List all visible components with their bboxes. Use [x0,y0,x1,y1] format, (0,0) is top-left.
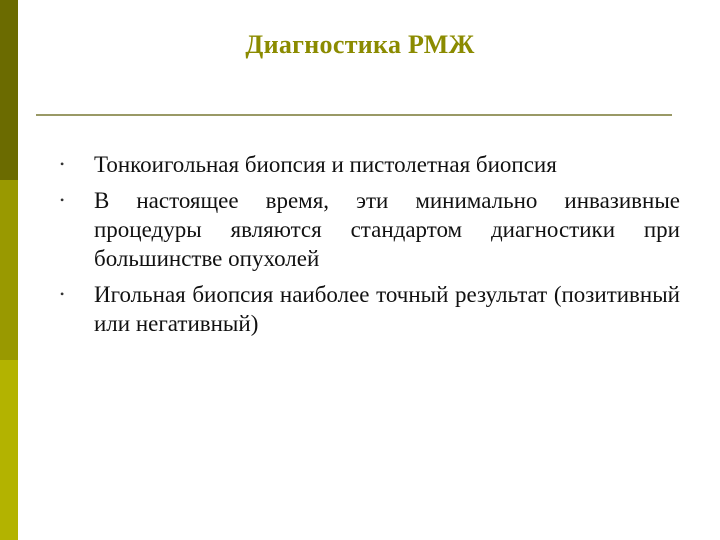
sidebar-segment-middle [0,180,18,360]
bullet-icon: • [60,193,65,207]
bullet-text: В настоящее время, эти минимально инвазивные процедуры являются стандартом диагностики при большинстве опухолей [94,188,680,271]
bullet-icon: • [60,287,65,301]
bullet-text: Тонкоигольная биопсия и пистолетная биопсия [94,152,557,177]
title-divider [36,114,672,116]
bullet-item [60,186,680,273]
bullet-list [60,150,680,338]
bullet-item [60,280,680,338]
bullet-item [60,150,680,179]
bullet-icon: • [60,157,65,171]
bullet-text: Игольная биопсия наиболее точный результат (позитивный или негативный) [94,282,680,336]
sidebar-segment-bottom [0,360,18,540]
slide-title: Диагностика РМЖ [245,30,475,59]
sidebar-segment-top [0,0,18,180]
